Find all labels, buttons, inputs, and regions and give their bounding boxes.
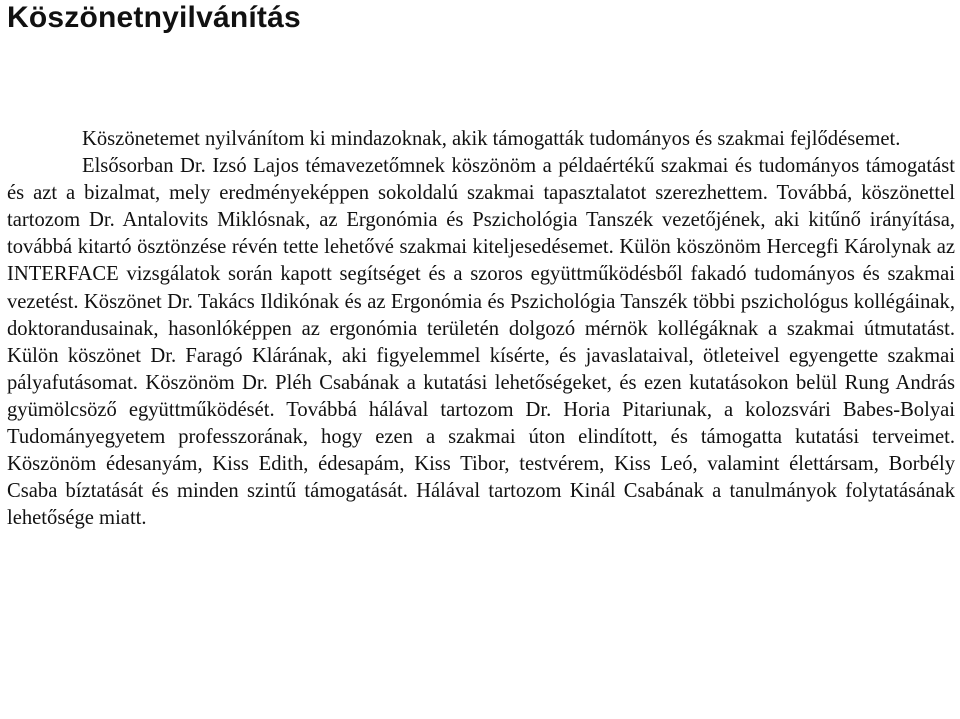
- document-body: [7, 126, 955, 532]
- paragraph-intro: Köszönetemet nyilvánítom ki mindazoknak, akik támogatták tudományos és szakmai fejlődésemet.: [82, 128, 901, 150]
- page-title: Köszönetnyilvánítás: [7, 1, 301, 34]
- paragraph-acknowledgements: Elsősorban Dr. Izsó Lajos témavezetőmnek köszönöm a példaértékű szakmai és tudományos támogatást és azt a bizalmat, mely eredményeképpen sokoldalú szakmai tapasztalatot szerezhettem. Továbbá, köszönettel tartozom Dr. Antalovits Miklósnak, az Ergonómia és Pszichológia Tanszék vezetőjének, aki kitűnő irányítása, továbbá kitartó ösztönzése révén tette lehetővé szakmai kiteljesedésemet. Külön köszönöm Hercegfi Károlynak az INTERFACE vizsgálatok során kapott segítséget és a szoros együttműködésből fakadó tudományos és szakmai vezetést. Köszönet Dr. Takács Ildikónak és az Ergonómia és Pszichológia Tanszék többi pszichológus kollégáinak, doktorandusainak, hasonlóképpen az ergonómia területén dolgozó mérnök kollégáknak a szakmai útmutatást. Külön köszönet Dr. Faragó Klárának, aki figyelemmel kísérte, és javaslataival, ötleteivel egyengette szakmai pályafutásomat. Köszönöm Dr. Pléh Csabának a kutatási lehetőségeket, és ezen kutatásokon belül Rung András gyümölcsöző együttműködését. Továbbá hálával tartozom Dr. Horia Pitariunak, a kolozsvári Babes-Bolyai Tudományegyetem professzorának, hogy ezen a szakmai úton elindított, és támogatta kutatási terveimet. Köszönöm édesanyám, Kiss Edith, édesapám, Kiss Tibor, testvérem, Kiss Leó, valamint élettársam, Borbély Csaba bíztatását és minden szintű támogatását. Hálával tartozom Kinál Csabának a tanulmányok folytatásának lehetősége miatt.: [7, 155, 955, 530]
